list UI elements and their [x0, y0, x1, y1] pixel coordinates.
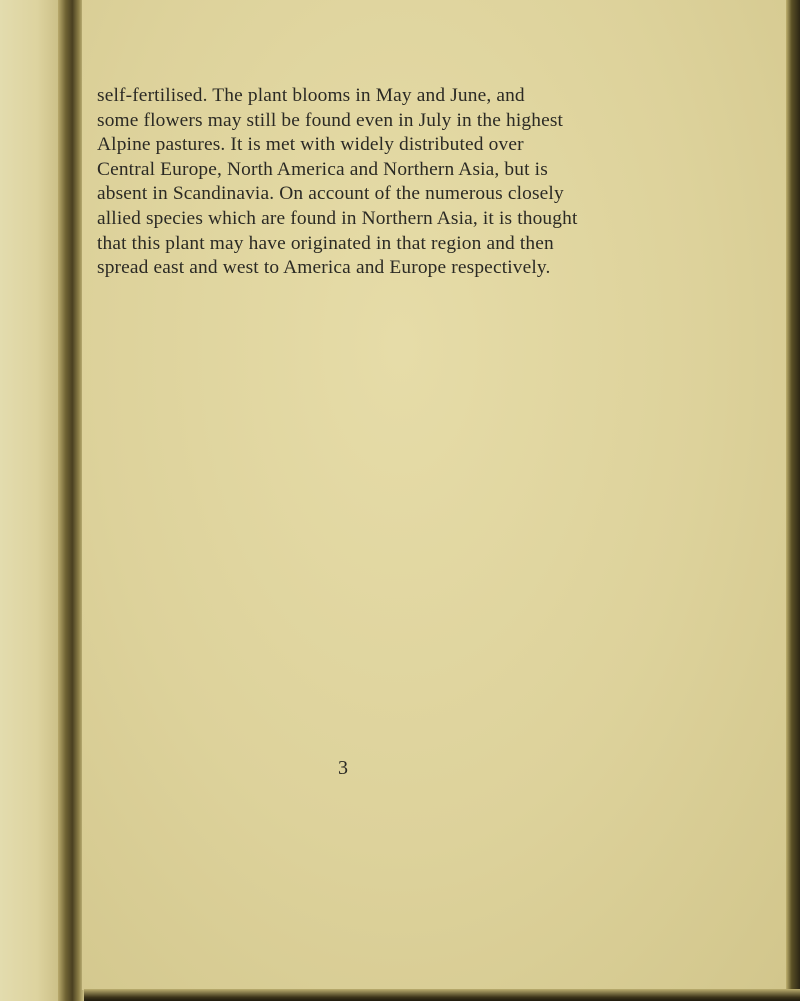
page-bottom-edge — [84, 989, 800, 1001]
page-right-edge — [786, 0, 800, 1001]
text-line: absent in Scandinavia. On account of the numerous closely — [97, 183, 564, 205]
text-line: Alpine pastures. It is met with widely distributed over — [97, 134, 524, 156]
text-line: spread east and west to America and Europe respectively. — [97, 257, 551, 279]
facing-page-edge — [0, 0, 62, 1001]
text-line: Central Europe, North America and Northern Asia, but is — [97, 158, 548, 180]
text-line: allied species which are found in Northern Asia, it is thought — [97, 207, 578, 229]
text-line: some flowers may still be found even in July in the highest — [97, 109, 564, 131]
book-gutter — [58, 0, 84, 1001]
text-line: that this plant may have originated in that region and then — [97, 232, 554, 254]
text-line: self-fertilised. The plant blooms in May and June, and — [97, 85, 525, 106]
page-number: 3 — [338, 757, 348, 779]
body-paragraph — [97, 84, 587, 281]
